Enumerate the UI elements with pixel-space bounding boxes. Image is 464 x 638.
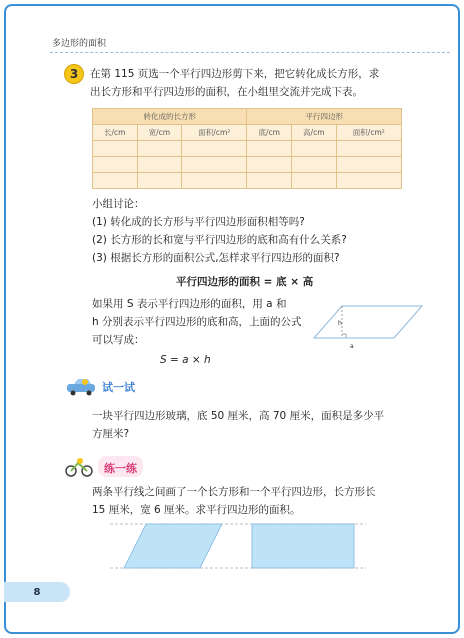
table-header: 底/cm [247,125,292,141]
parallel-lines-figure [110,518,370,578]
table-group-parallelogram: 平行四边形 [247,109,402,125]
table-row [93,157,402,173]
explain-line3: 可以写成： [92,334,145,346]
practice-line2: 15 厘米，宽 6 厘米。求平行四边形的面积。 [92,504,301,516]
problem-number-badge: 3 [64,64,84,84]
header-divider [50,52,450,53]
table-row [93,141,402,157]
practice-section-header [64,456,143,477]
practice-line1: 两条平行线之间画了一个长方形和一个平行四边形，长方形长 [92,486,376,498]
table-header: 面积/cm² [182,125,247,141]
explain-line2: h 分别表示平行四边形的底和高，上面的公式 [92,316,302,328]
problem-text-line1: 在第 115 页选一个平行四边形剪下来，把它转化成长方形，求 [90,68,380,80]
equation: S = a × h [160,354,211,366]
table-header: 面积/cm² [336,125,401,141]
discussion-title: 小组讨论： [92,198,145,210]
practice-title-pill [98,456,143,477]
try-line1: 一块平行四边形玻璃，底 50 厘米，高 70 厘米，面积是多少平 [92,410,385,422]
problem-text-line2: 出长方形和平行四边形的面积，在小组里交流并完成下表。 [90,86,363,98]
try-section-header [66,378,135,396]
base-label: a [350,343,354,350]
practice-parallelogram [124,524,222,568]
practice-rectangle [252,524,354,568]
height-label: h [338,320,342,327]
discussion-q3: (3) 根据长方形的面积公式,怎样求平行四边形的面积? [92,252,340,264]
explain-line1: 如果用 S 表示平行四边形的面积，用 a 和 [92,298,287,310]
try-line2: 方厘米? [92,428,130,440]
table-group-rectangle: 转化成的长方形 [93,109,247,125]
area-formula: 平行四边形的面积 = 底 × 高 [176,276,314,288]
chapter-header: 多边形的面积 [52,39,107,49]
page-number: 8 [4,582,70,602]
parallelogram-figure [312,298,430,358]
bike-icon [64,457,94,477]
discussion-q1: (1) 转化成的长方形与平行四边形面积相等吗? [92,216,305,228]
data-table [92,108,402,189]
practice-title: 练一练 [104,462,137,475]
table-header: 长/cm [93,125,138,141]
parallelogram-shape [314,306,422,338]
try-title: 试一试 [102,381,135,394]
table-header: 高/cm [292,125,337,141]
discussion-q2: (2) 长方形的长和宽与平行四边形的底和高有什么关系? [92,234,347,246]
table-header: 宽/cm [137,125,182,141]
car-icon [66,378,98,396]
table-row [93,173,402,189]
